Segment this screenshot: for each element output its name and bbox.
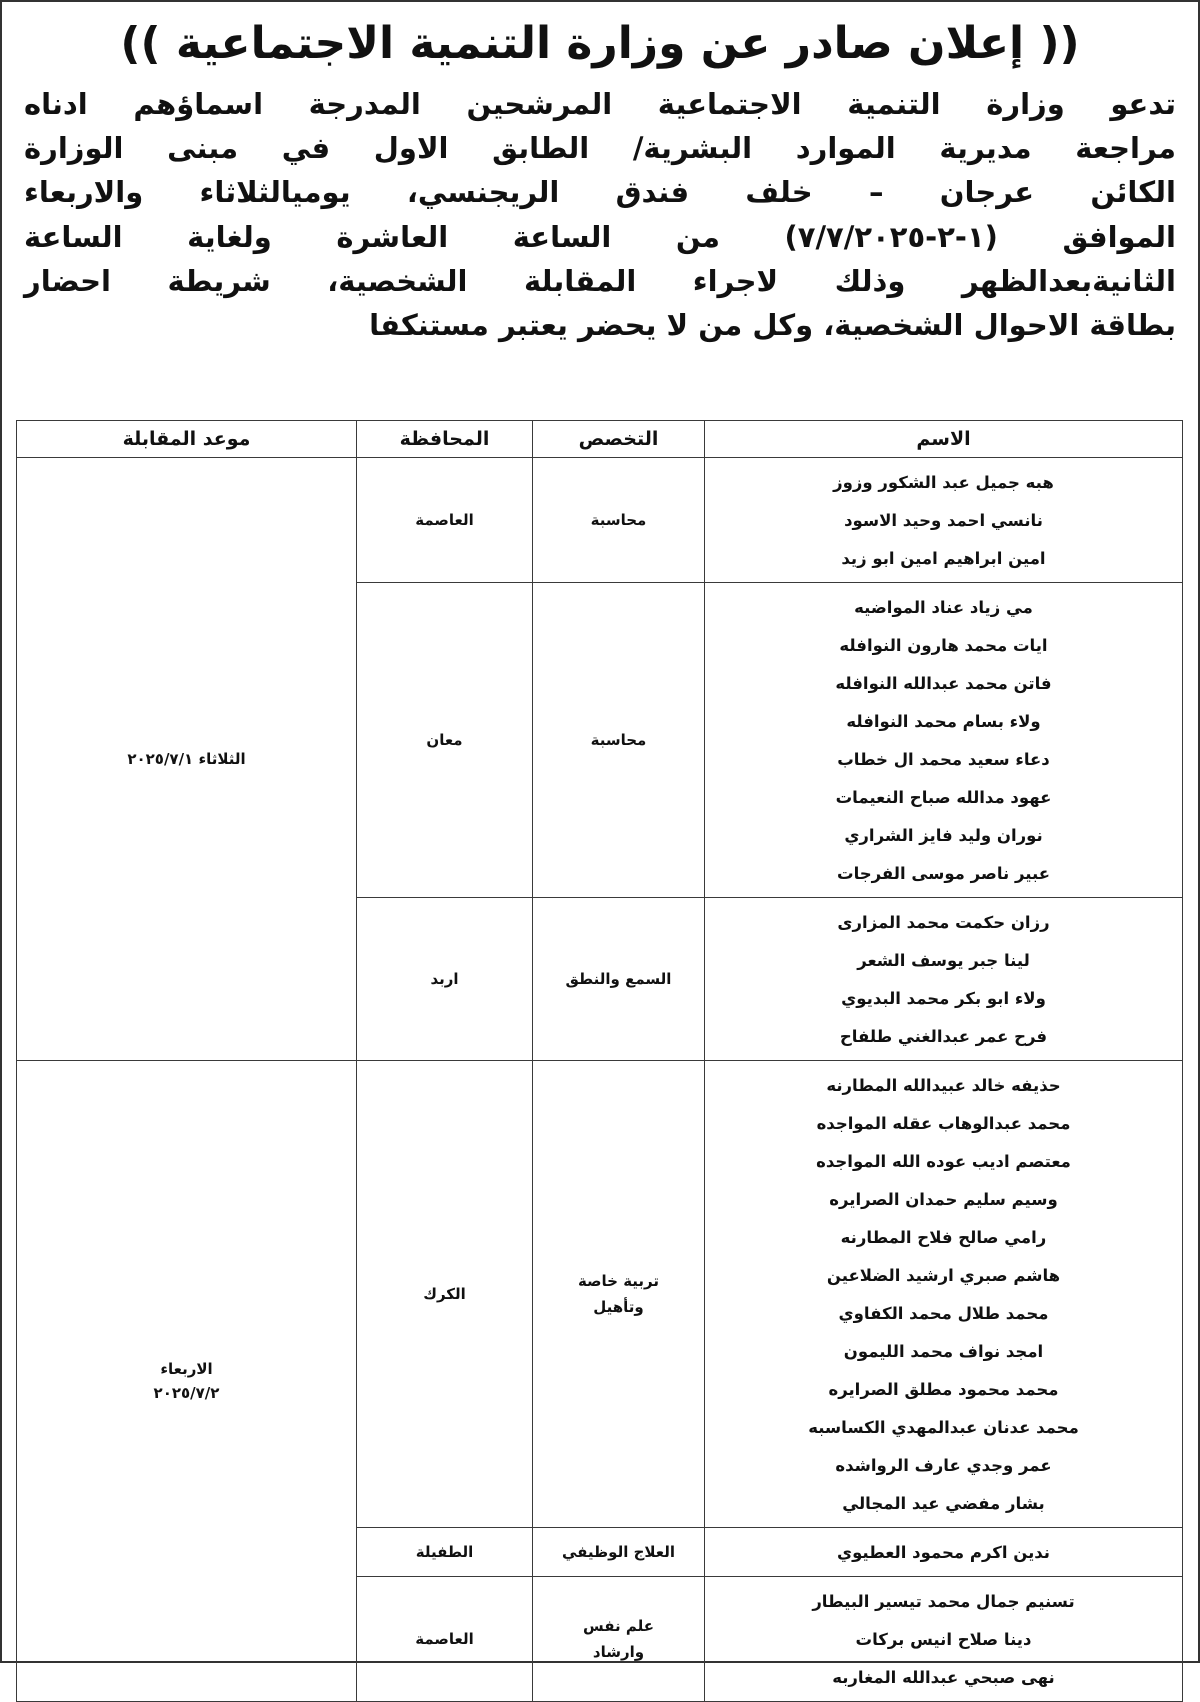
candidate-name: هاشم صبري ارشيد الضلاعين bbox=[826, 1266, 1061, 1285]
interview-date-text: الثلاثاء ٢٠٢٥/٧/١ bbox=[127, 750, 246, 768]
interview-date-cell bbox=[17, 458, 357, 1061]
candidate-name: فرح عمر عبدالغني طلفاح bbox=[839, 1027, 1048, 1046]
names-cell bbox=[705, 1577, 1183, 1702]
table-row bbox=[17, 458, 1183, 583]
table-body bbox=[17, 458, 1183, 1702]
header-interview-date: موعد المقابلة bbox=[17, 421, 357, 458]
candidate-name: امين ابراهيم امين ابو زيد bbox=[841, 549, 1046, 568]
intro-line: الثانيةبعدالظهر وذلك لاجراء المقابلة الشخصية، شريطة احضار bbox=[24, 263, 1176, 298]
candidate-name: مي زياد عناد المواضيه bbox=[854, 598, 1033, 617]
specialty-text: وتأهيل bbox=[593, 1298, 644, 1316]
names-cell bbox=[705, 898, 1183, 1061]
intro-line: مراجعة مديرية الموارد البشرية/ الطابق الاول في مبنى الوزارة bbox=[24, 131, 1176, 166]
candidate-name: تسنيم جمال محمد تيسير البيطار bbox=[812, 1592, 1075, 1611]
governorate-cell: العاصمة bbox=[357, 1577, 533, 1702]
candidate-name: رامي صالح فلاح المطارنه bbox=[840, 1228, 1047, 1247]
candidate-name: عمر وجدي عارف الرواشده bbox=[835, 1456, 1052, 1475]
interview-date-text: ٢٠٢٥/٧/٢ bbox=[153, 1384, 220, 1402]
candidate-name: محمد طلال محمد الكفاوي bbox=[838, 1304, 1049, 1323]
table-row bbox=[17, 1061, 1183, 1528]
candidate-name: معتصم اديب عوده الله المواجده bbox=[816, 1152, 1071, 1171]
specialty-text: محاسبة bbox=[590, 731, 647, 749]
specialty-cell bbox=[533, 583, 705, 898]
candidate-name: عهود مدالله صباح النعيمات bbox=[835, 788, 1052, 807]
names-cell bbox=[705, 1061, 1183, 1528]
names-cell bbox=[705, 583, 1183, 898]
candidate-name: امجد نواف محمد الليمون bbox=[843, 1342, 1044, 1361]
specialty-cell bbox=[533, 898, 705, 1061]
candidate-name: ندين اكرم محمود العطيوي bbox=[836, 1543, 1051, 1562]
candidate-name: رزان حكمت محمد المزارى bbox=[837, 913, 1050, 932]
specialty-text: العلاج الوظيفي bbox=[561, 1543, 676, 1561]
governorate-cell: العاصمة bbox=[357, 458, 533, 583]
specialty-text: وارشاد bbox=[592, 1643, 645, 1661]
candidate-name: محمد عبدالوهاب عقله المواجده bbox=[816, 1114, 1071, 1133]
candidate-name: نوران وليد فايز الشراري bbox=[844, 826, 1043, 845]
governorate-cell: اربد bbox=[357, 898, 533, 1061]
governorate-cell: الطفيلة bbox=[357, 1528, 533, 1577]
table-header-row bbox=[17, 421, 1183, 458]
specialty-text: تربية خاصة bbox=[577, 1272, 660, 1290]
specialty-text: السمع والنطق bbox=[565, 970, 672, 988]
candidate-name: محمد محمود مطلق الصرايره bbox=[828, 1380, 1059, 1399]
candidate-name: ايات محمد هارون النوافله bbox=[839, 636, 1048, 655]
header-name: الاسم bbox=[705, 421, 1183, 458]
candidate-name: حذيفه خالد عبيدالله المطارنه bbox=[826, 1076, 1061, 1095]
announcement-title: (( إعلان صادر عن وزارة التنمية الاجتماعية )) bbox=[120, 18, 1080, 69]
header-specialty: التخصص bbox=[533, 421, 705, 458]
candidate-name: دينا صلاح انيس بركات bbox=[855, 1630, 1032, 1649]
candidates-table bbox=[16, 420, 1183, 1702]
interview-date-text: الاربعاء bbox=[160, 1360, 213, 1378]
candidate-name: فاتن محمد عبدالله النوافله bbox=[835, 674, 1052, 693]
intro-line: تدعو وزارة التنمية الاجتماعية المرشحين المدرجة اسماؤهم ادناه bbox=[24, 87, 1176, 121]
interview-date-cell bbox=[17, 1061, 357, 1702]
candidate-name: ولاء بسام محمد النوافله bbox=[846, 712, 1041, 731]
candidate-name: بشار مفضي عيد المجالي bbox=[842, 1494, 1045, 1513]
candidate-name: وسيم سليم حمدان الصرايره bbox=[829, 1190, 1058, 1209]
governorate-cell: معان bbox=[357, 583, 533, 898]
header-governorate: المحافظة bbox=[357, 421, 533, 458]
specialty-cell bbox=[533, 458, 705, 583]
candidate-name: هبه جميل عبد الشكور وزوز bbox=[833, 473, 1054, 492]
intro-line: الكائن عرجان – خلف فندق الريجنسي، يوميالثلاثاء والاربعاء bbox=[24, 175, 1176, 210]
intro-line: بطاقة الاحوال الشخصية، وكل من لا يحضر يعتبر مستنكفا bbox=[369, 308, 1176, 343]
candidate-name: محمد عدنان عبدالمهدي الكساسبه bbox=[808, 1418, 1079, 1437]
names-cell bbox=[705, 1528, 1183, 1577]
candidate-name: عبير ناصر موسى الفرجات bbox=[837, 864, 1050, 883]
specialty-cell bbox=[533, 1528, 705, 1577]
candidate-name: نانسي احمد وحيد الاسود bbox=[844, 511, 1043, 530]
specialty-cell bbox=[533, 1577, 705, 1702]
candidate-name: دعاء سعيد محمد ال خطاب bbox=[837, 750, 1050, 769]
candidate-name: لينا جبر يوسف الشعر bbox=[857, 951, 1030, 970]
intro-line: الموافق (١-٢-٧/٧/٢٠٢٥) من الساعة العاشرة ولغاية الساعة bbox=[24, 219, 1176, 254]
governorate-cell: الكرك bbox=[357, 1061, 533, 1528]
announcement-intro bbox=[24, 82, 1176, 347]
specialty-cell bbox=[533, 1061, 705, 1528]
specialty-text: علم نفس bbox=[583, 1617, 654, 1635]
names-cell bbox=[705, 458, 1183, 583]
candidate-name: ولاء ابو بكر محمد البديوي bbox=[841, 989, 1046, 1008]
candidate-name: نهى صبحي عبدالله المغاربه bbox=[832, 1668, 1055, 1687]
specialty-text: محاسبة bbox=[590, 511, 647, 529]
